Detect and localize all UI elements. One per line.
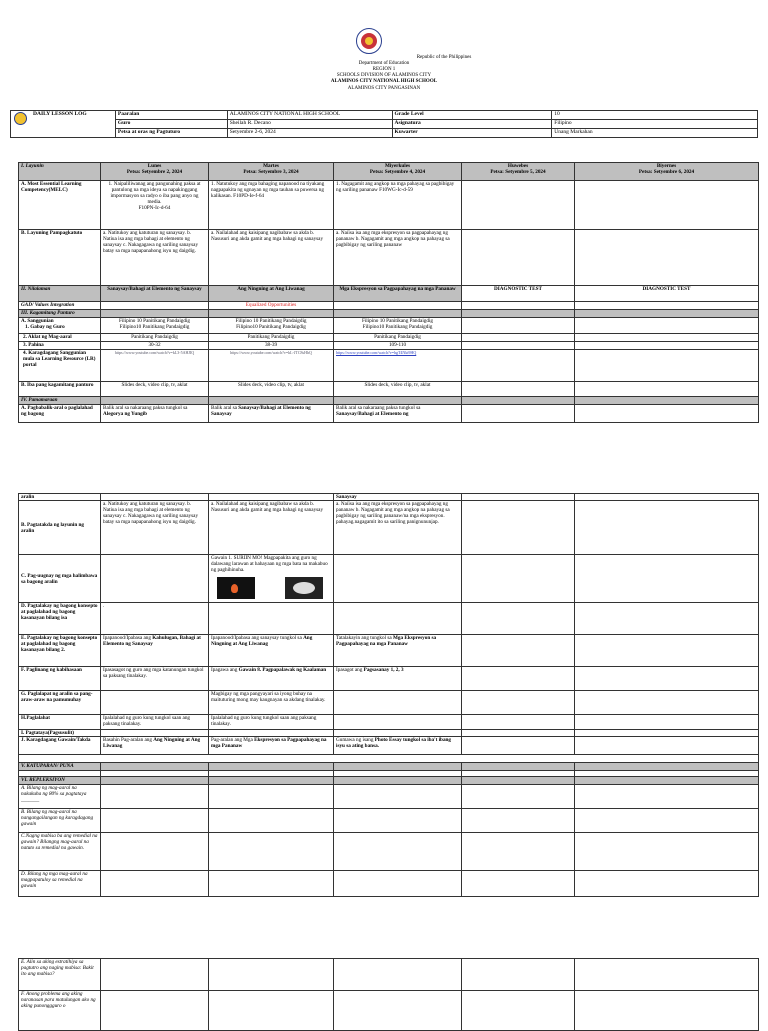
paguugnay-martes: Gawain 1. SURIIN MO! Magpapakita ang guro ng dalawang larawan at hahayaan ng mga bata na makabuo ng paghihinuha. <box>211 555 328 573</box>
sanggunian-lunes: Filipino 10 Panitikang Pandaigdig <box>118 318 191 324</box>
repleksiyon-e: E. Alin sa aking estratihiya sa pagtutro ang naging mabisa: Bakit ito ang mabisa? <box>19 959 101 991</box>
biyernes-header: Biyernes <box>656 163 677 169</box>
paglalapat-label: G. Paglalapat ng aralin sa pang-araw-araw na pamumuhay <box>19 691 101 715</box>
takda-miyerkules-topic: Photo Essay tungkol sa iba't ibang isyu sa ating bansa. <box>336 737 452 749</box>
melc-lunes-code: F10PN-Ic-d-64 <box>138 205 171 211</box>
lesson-table-3 <box>18 958 759 1031</box>
aklat-miyerkules: Panitikang Pandaigdig <box>334 334 462 342</box>
karagdagang-label: 4. Karagdagang Sanggunian mula sa Learning Resource (LR) portal <box>19 350 101 382</box>
nilalaman-martes: Ang Ningning at Ang Liwanag <box>209 286 334 302</box>
melc-lunes: 1. Naipaliliwanag ang pangunahing paksa at pantulong na mga ideya sa napakinggang impormasyon sa radyo o iba pang anyo ng media. <box>108 181 201 205</box>
candle-photo <box>217 577 255 599</box>
paglalapat-martes: Magbigay ng mga pangyayari sa iyong buhay na maituturing mong may kaugnayan sa akdang tinalakay. <box>209 691 334 715</box>
repleksiyon-label: VI. REPLEKSIYON <box>19 777 101 785</box>
pagtalakay-2-lunes: Ipapanood/Ipabasa ang <box>103 635 153 641</box>
pagbabalik-miyerkules-topic: Sanaysay/Bahagi at Elemento ng <box>336 411 409 417</box>
nilalaman-miyerkules: Mga Ekspresyon sa Pagpapahayag na mga Pananaw <box>334 286 462 302</box>
iba-martes: Slides deck, video clip, tv, aklat <box>209 382 334 397</box>
miyerkules-date: Petsa: Setyembre 4, 2024 <box>369 169 426 175</box>
paglalahat-martes: Ipalalahad ng guro kung tungkol saan ang paksang tinalakay. <box>209 715 334 730</box>
header-deped: Department of Education <box>358 61 410 66</box>
header-school: ALAMINOS CITY NATIONAL HIGH SCHOOL <box>330 79 438 84</box>
melc-martes: 1. Natutukoy ang mga bahaging napanood na tiyakang nagpapakita ng ugnayan ng mga tauhan sa puwersa ng kalikasan. F10PD-Ie-f-64 <box>209 181 334 230</box>
asignatura-value: Filipino <box>552 120 758 129</box>
layunin-header: I. Layunin <box>19 163 101 181</box>
lesson-table-1 <box>18 162 759 423</box>
repleksiyon-b: B. Bilang ng mag-aaral na nangangailangan ng karagdagang gawain <box>19 809 101 833</box>
biyernes-date: Petsa: Setyembre 6, 2024 <box>638 169 695 175</box>
gabay-label: 1. Gabay ng Guro <box>25 324 65 330</box>
karagdagang-miyerkules[interactable]: https://www.youtube.com/watch?v=hgT4Nkt9HQ <box>334 350 462 382</box>
petsa-label: Petsa at oras ng Pagtuturo <box>115 129 227 138</box>
huwebes-date: Petsa: Setyembre 5, 2024 <box>490 169 546 175</box>
katuparan-label: V. KATUPARAN/ PUNA <box>19 763 101 771</box>
pagtalakay-2-martes: Ipapanood/Ipabasa ang sanaysay tungkol sa <box>211 635 304 641</box>
karagdagang-lunes[interactable]: https://www.youtube.com/watch?v=kL3-5AHJIQ <box>101 350 209 382</box>
pagbabalik-miyerkules: Balik aral sa nakaraang paksa tungkol sa <box>336 405 421 411</box>
petsa-value: Setyembre 2-6, 2024 <box>227 129 392 138</box>
martes-date: Petsa: Setyembre 3, 2024 <box>243 169 299 175</box>
iba-miyerkules: Slides deck, video clip, tv, aklat <box>334 382 462 397</box>
dll-title: DAILY LESSON LOG <box>11 111 116 138</box>
pagtatakda-martes: a. Naílalahad ang kaisipang nagibabaw sa akda b. Nasusuri ang akda gamit ang mga bahagi ng sanaysay <box>209 501 334 555</box>
aralin-continued: aralin <box>19 494 101 501</box>
pagtalakay-2-label: E. Pagtalakay ng bagong konsepto at paglalahad ng bagong kasanayan bilang 2. <box>19 635 101 667</box>
paglinang-miyerkules: Ipasagot ang <box>336 667 364 673</box>
aklat-label: 2. Aklat ng Mag-aaral <box>19 334 101 342</box>
paglinang-label: F. Paglinang ng kabihasaan <box>19 667 101 691</box>
nilalaman-lunes: Sanaysay/Bahagi at Elemento ng Sanaysay <box>101 286 209 302</box>
sanggunian-martes: Filipino 10 Panitikang Pandaigdig <box>235 318 307 324</box>
pagtalakay-1-lunes: . <box>101 603 209 635</box>
pagbabalik-lunes-topic: Alegorya ng Yungib <box>103 411 148 417</box>
grade-label: Grade Level <box>392 111 552 120</box>
gabay-martes: Filipino10 Panitikang Pandaigdig <box>236 324 306 330</box>
pagbabalik-lunes: Balik aral sa nakaraang paksa tungkol sa <box>103 405 188 411</box>
pagtatakda-label: B. Pagtatakda ng layunin ng aralin <box>19 501 101 555</box>
pagtalakay-2-miyerkules: Tatalakayin ang tungkol sa <box>336 635 393 641</box>
layunin-label: B. Layuning Pampagkatuto <box>19 230 101 286</box>
layunin-lunes: a. Natitukoy ang katuturan ng sanaysay. b. Natiua isa ang mga bahagi at elemento ng sanaysay c. Nakagagawa ng sariling sanaysay batay sa mga napapanahong isyu ng daigdig. <box>101 230 209 286</box>
aklat-lunes: Panitikang Pandaigdig <box>101 334 209 342</box>
pagtalakay-2-martes-topic: Ang Ningning at Ang Liwanag <box>211 635 313 647</box>
martes-header: Martes <box>263 163 279 169</box>
layunin-martes: a. Naílalahad ang kaisipang nagibabaw sa akda b. Nasusuri ang akda gamit ang mga bahagi ng sanaysay <box>209 230 334 286</box>
diamond-photo <box>285 577 323 599</box>
aklat-martes: Panitikang Pandaigdig <box>209 334 334 342</box>
deped-seal <box>356 28 382 54</box>
lunes-date: Petsa: Setyembre 2, 2024 <box>126 169 183 175</box>
repleksiyon-f: F. Anong problema ang aking naranasan para matulungan ako ng aking punonggguro o <box>19 991 101 1031</box>
pagtalakay-2-miyerkules-topic: Mga Ekspresyon sa Pagpapahayag na mga Pananaw <box>336 635 437 647</box>
lunes-header: Lunes <box>147 163 162 169</box>
sanggunian-label: A. Sanggunian <box>21 318 54 324</box>
pagbabalik-martes-topic: Sanaysay/Bahagi at Elemento ng Sanaysay <box>211 405 311 417</box>
miyerkules-header: Miyerkules <box>384 163 411 169</box>
paglalahat-lunes: Ipalalahad ng guro kung tungkol saan ang paksang tinalakay. <box>101 715 209 730</box>
paguugnay-label: C. Pag-uugnay ng mga halimbawa sa bagong aralin <box>19 555 101 603</box>
pagtatakda-miyerkules: a. Naíisa isa ang mga ekspresyon sa pagpapahayag ng pananaw b. Nagagamit ang mga angkop na pahayag sa pagbibigay ng sariling pananaw/na mga ekspresyon. pahayag.nagagamit ito sa sariling panignununjap. <box>334 501 462 555</box>
paglinang-miyerkules-topic: Pagsasanay 1, 2, 3 <box>363 667 404 673</box>
gabay-miyerkules: Filipino10 Panitikang Pandaigdig <box>362 324 433 330</box>
repleksiyon-c: C.Nagng mabisa ba ang remedial na gawain? Bilangng mag-aaral na natuto sa remedial na gawain. <box>19 833 101 871</box>
pahina-label: 3. Pahina <box>19 342 101 350</box>
takda-martes: Pag-aralan ang Mga <box>211 737 255 743</box>
paglinang-martes: Ipagawa ang <box>211 667 239 673</box>
header-division: SCHOOLS DIVISION OF ALAMINOS CITY <box>336 73 432 78</box>
repleksiyon-a: A. Bilang ng mag-aaral na nakakuha ng 80% sa pagtataya _______ <box>19 785 101 809</box>
pahina-lunes: 30-32 <box>101 342 209 350</box>
grade-value: 10 <box>552 111 758 120</box>
nilalaman-label: II. Nilalaman <box>19 286 101 302</box>
paglinang-martes-topic: Gawain 8. Pagpapalawak ng Kaalaman <box>238 667 327 673</box>
iba-lunes: Slides deck, video clip, tv, aklat <box>101 382 209 397</box>
huwebes-header: Huwebes <box>507 163 529 169</box>
pahina-martes: 38-39 <box>209 342 334 350</box>
iba-label: B. Iba pang kagamitang panturo <box>19 382 101 397</box>
pamamaraan-label: IV. Pamamaraan <box>19 397 101 405</box>
sanggunian-miyerkules: Filipino 10 Panitikang Pandaigdig <box>361 318 434 324</box>
pagtalakay-2-lunes-topic: Kahulugan, Bahagi at Elemento ng Sanaysay <box>103 635 201 647</box>
header-republic: Republic of the Philippines <box>416 55 472 60</box>
pagtataya-label: I. Pagtataya(Pagsusulit) <box>19 730 101 737</box>
paaralan-value: ALAMINOS CITY NATIONAL HIGH SCHOOL <box>227 111 392 120</box>
takda-label: J. Karagdagang Gawain/Takda <box>19 737 101 755</box>
melc-label: A. Most Essential Learning Competency(MELC) <box>19 181 101 230</box>
nilalaman-huwebes: DIAGNOSTIC TEST <box>462 286 575 302</box>
kagamitan-label: III. Kagamitang Panturo <box>19 310 101 318</box>
layunin-miyerkules: a. Naíisa isa ang mga ekspresyon sa pagpapahayag ng pananaw b. Nagagamit ang mga angkop na pahayag sa pagbibigay ng sariling pananaw <box>334 230 462 286</box>
pagtatakda-lunes: a. Natitukoy ang katuturan ng sanaysay. b. Natiua isa ang mga bahagi at elemento ng sanaysay c. Nakagagawa ng sariling sanaysay batay sa mga napapanahong isyu ng daigdig. <box>101 501 209 555</box>
pahina-miyerkules: 109-110 <box>334 342 462 350</box>
paaralan-label: Paaralan <box>115 111 227 120</box>
pagbabalik-label: A. Pagbabalik-aral o paglalahad ng bagong <box>19 405 101 423</box>
gad-martes: Equalized Opportunities <box>209 302 334 310</box>
dll-info-table <box>10 110 758 138</box>
takda-lunes-topic: Ang Ningning at Ang Liwanag <box>103 737 201 749</box>
pagbabalik-martes: Balik aral sa <box>211 405 239 411</box>
lesson-table-2 <box>18 493 759 897</box>
paglinang-lunes: Ipasasagot ng guro ang mga katanungan tungkol sa paksang tinalakay. <box>101 667 209 691</box>
melc-miyerkules: 1. Nagagamit ang angkop na mga pahayag sa pagbibigay ng sariling pananaw F10WG-Ic-d-59 <box>334 181 462 230</box>
header-region: REGION 1 <box>372 67 396 72</box>
gad-label: GAD/ Values Integration <box>19 302 101 310</box>
guro-label: Guro <box>115 120 227 129</box>
takda-lunes: Basahin Pag-aralan ang <box>103 737 154 743</box>
repleksiyon-d: D. Bilang ng mga mag-aaral na magpapatuloy sa remedial na gawain <box>19 871 101 897</box>
asignatura-label: Asignatura <box>392 120 552 129</box>
takda-miyerkules: Gumawa ng isang <box>336 737 375 743</box>
pagtalakay-1-label: D. Pagtalakay ng bagong konsepto at paglalahad ng bagong kasanayan bilang isa <box>19 603 101 635</box>
nilalaman-biyernes: DIAGNOSTIC TEST <box>575 286 759 302</box>
karagdagang-martes[interactable]: https://www.youtube.com/watch?v=kL-JTC8sHhQ <box>209 350 334 382</box>
guro-value: Sheilah R. Decano <box>227 120 392 129</box>
kuwarter-value: Unang Markahan <box>552 129 758 138</box>
paglalahat-label: H.Paglalahat <box>19 715 101 730</box>
takda-martes-topic: Ekspresyon sa Pagpapahayag na mga Pananaw <box>211 737 327 749</box>
gabay-lunes: Filipino10 Panitikang Pandaigdig <box>119 324 190 330</box>
kuwarter-label: Kuwarter <box>392 129 552 138</box>
header-city: ALAMINOS CITY PANGASINAN <box>347 86 421 91</box>
sanaysay-continued: Sanaysay <box>334 494 462 501</box>
